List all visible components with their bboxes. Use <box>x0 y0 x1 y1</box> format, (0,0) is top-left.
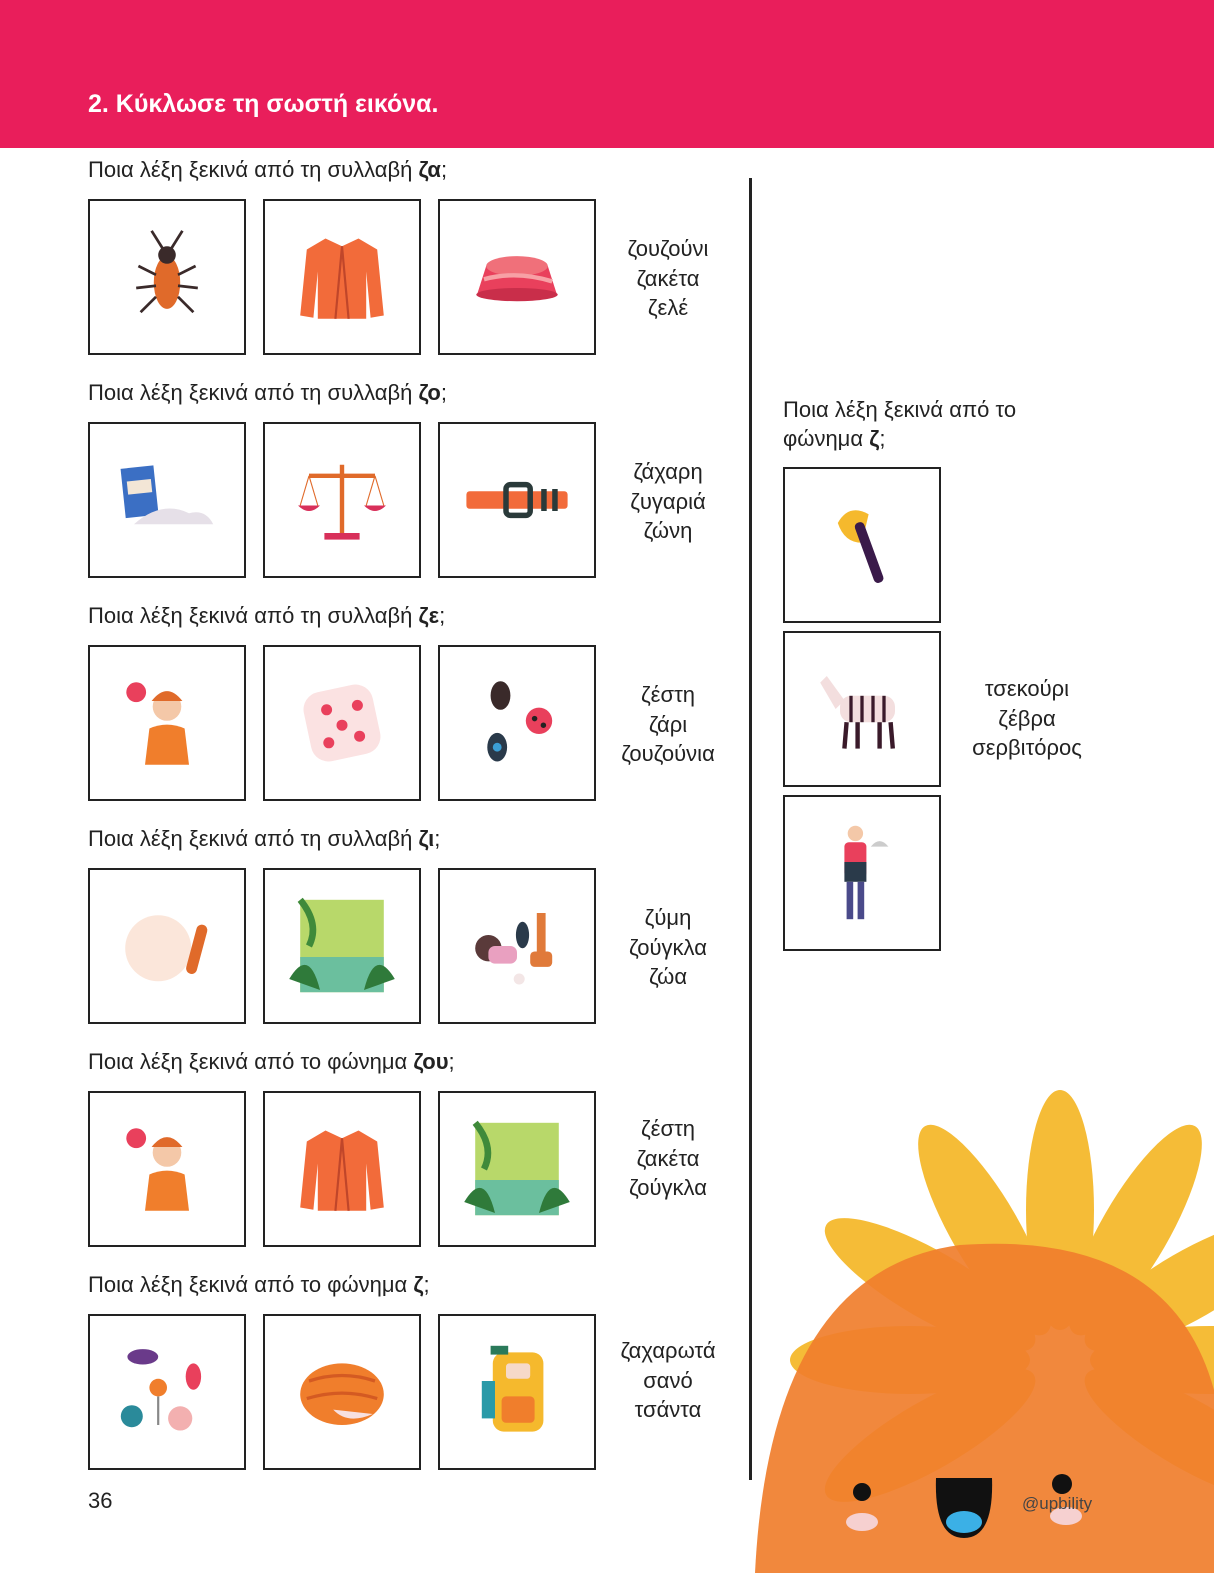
page-number: 36 <box>88 1488 113 1513</box>
card-1-2[interactable] <box>263 199 421 355</box>
card-2-2[interactable] <box>263 422 421 578</box>
word-list-2: ζάχαρη ζυγαριά ζώνη <box>630 459 706 543</box>
jungle-icon <box>462 1114 572 1224</box>
hay-icon <box>287 1337 397 1447</box>
word-list-6: ζαχαρωτά σανό τσάντα <box>620 1338 716 1422</box>
dough-icon <box>112 891 222 1001</box>
heat-icon <box>112 1114 222 1224</box>
scale-icon <box>287 445 397 555</box>
zebra-icon <box>807 654 917 764</box>
animals-icon <box>462 891 572 1001</box>
card-5-3[interactable] <box>438 1091 596 1247</box>
waiter-icon <box>807 818 917 928</box>
card-2-1[interactable] <box>88 422 246 578</box>
card-4-3[interactable] <box>438 868 596 1024</box>
question-5: Ποια λέξη ξεκινά από το φώνημα ζου; <box>88 1049 455 1074</box>
word-list-3: ζέστη ζάρι ζουζούνια <box>621 682 715 766</box>
card-1-3[interactable] <box>438 199 596 355</box>
question-right: Ποια λέξη ξεκινά από το φώνημα ζ; <box>783 397 1017 451</box>
page-title: 2. Κύκλωσε τη σωστή εικόνα. <box>88 90 439 118</box>
dice-icon <box>287 668 397 778</box>
question-6: Ποια λέξη ξεκινά από το φώνημα ζ; <box>88 1272 430 1297</box>
jacket-icon <box>287 222 397 332</box>
card-3-3[interactable] <box>438 645 596 801</box>
word-list-right: τσεκούρι ζέβρα σερβιτόρος <box>972 676 1082 760</box>
card-2-3[interactable] <box>438 422 596 578</box>
card-4-1[interactable] <box>88 868 246 1024</box>
jungle-icon <box>287 891 397 1001</box>
candies-icon <box>112 1337 222 1447</box>
card-right-3[interactable] <box>783 795 941 951</box>
word-list-1: ζουζούνι ζακέτα ζελέ <box>627 236 709 320</box>
question-4: Ποια λέξη ξεκινά από τη συλλαβή ζι; <box>88 826 441 851</box>
question-1: Ποια λέξη ξεκινά από τη συλλαβή ζα; <box>88 157 448 182</box>
card-right-2[interactable] <box>783 631 941 787</box>
card-3-1[interactable] <box>88 645 246 801</box>
question-3: Ποια λέξη ξεκινά από τη συλλαβή ζε; <box>88 603 446 628</box>
card-4-2[interactable] <box>263 868 421 1024</box>
card-right-1[interactable] <box>783 467 941 623</box>
jacket-icon <box>287 1114 397 1224</box>
word-list-4: ζύμη ζούγκλα ζώα <box>629 905 707 989</box>
backpack-icon <box>462 1337 572 1447</box>
sugar-icon <box>112 445 222 555</box>
card-5-2[interactable] <box>263 1091 421 1247</box>
card-6-1[interactable] <box>88 1314 246 1470</box>
card-6-3[interactable] <box>438 1314 596 1470</box>
flower-character-illustration <box>700 1060 1214 1573</box>
header-band <box>0 0 1214 148</box>
question-2: Ποια λέξη ξεκινά από τη συλλαβή ζο; <box>88 380 447 405</box>
card-1-1[interactable] <box>88 199 246 355</box>
card-5-1[interactable] <box>88 1091 246 1247</box>
card-6-2[interactable] <box>263 1314 421 1470</box>
word-list-5: ζέστη ζακέτα ζούγκλα <box>629 1116 707 1200</box>
heat-icon <box>112 668 222 778</box>
cockroach-icon <box>112 222 222 332</box>
axe-icon <box>807 490 917 600</box>
belt-icon <box>462 445 572 555</box>
brand-handle: @upbility <box>1022 1494 1093 1513</box>
jelly-icon <box>462 222 572 332</box>
bugs-icon <box>462 668 572 778</box>
card-3-2[interactable] <box>263 645 421 801</box>
